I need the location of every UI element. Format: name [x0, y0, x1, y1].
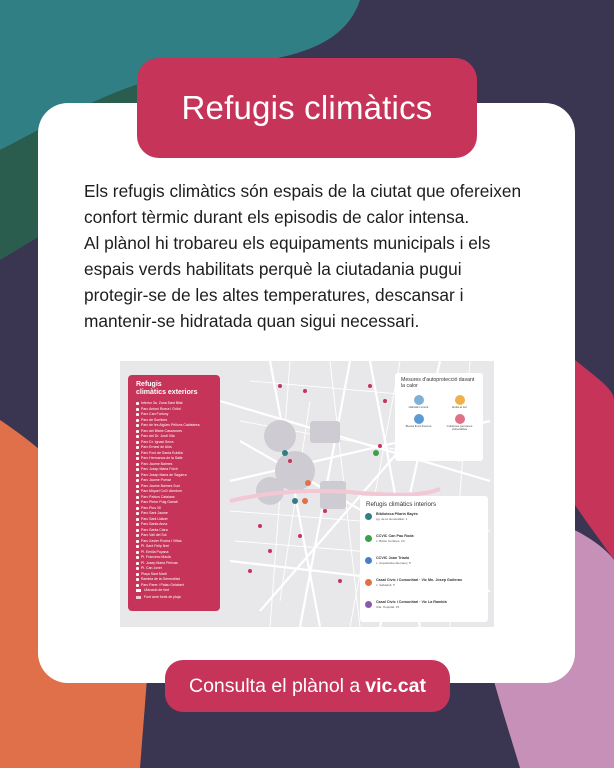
consult-map-banner[interactable]: [165, 660, 450, 712]
legend-item: Plaça Sant Martí: [136, 572, 220, 578]
legend-item: Parc Parer i Palau Gelabert: [136, 583, 220, 589]
legend-item: Parc Jaume Balmes: [136, 462, 220, 468]
legend-item: Pl. Emilia Puyana: [136, 550, 220, 556]
intro-line: confort tèrmic durant els episodis de calor intensa.: [84, 207, 470, 227]
title-banner: [137, 58, 477, 158]
refuge-marker-icon: [365, 601, 372, 608]
legend-subtitle: climàtics exteriors: [136, 389, 198, 396]
legend-item: Parc Santa Anna: [136, 522, 220, 528]
legend-item: Parc Pintor Puig Gairalt: [136, 500, 220, 506]
legend-item: Parc Dr. Ignasi Serra: [136, 440, 220, 446]
legend-item: Parc del Dr. Jordi Vila: [136, 434, 220, 440]
heat-measures-box: [395, 373, 483, 461]
house-icon: [414, 414, 424, 424]
cta-text: Consulta el plànol a: [188, 674, 361, 697]
legend-item: Parc Can Fortuny: [136, 412, 220, 418]
legend-item: Parc Jaume Balmes Sud: [136, 484, 220, 490]
interiors-title: Refugis climàtics interiors: [366, 501, 437, 508]
indoor-refuge-item: CCVIC Joan Triadú c. Arquebisbe Alemany, 5: [360, 555, 488, 577]
indoor-refuge-item: Casal Cívic i Comunitari · Vic Mn. Josep Guiteras c. Sabadell, 5: [360, 577, 488, 599]
measure-item: Cuida les persones vulnerables: [440, 412, 479, 432]
sun-icon: [455, 395, 465, 405]
refuge-marker-icon: [365, 513, 372, 520]
legend-item: Pl. Sant Felip Neri: [136, 544, 220, 550]
indoor-refuge-item: CCVIC Can Pau Roda c. Bisbe Cortines, 24: [360, 533, 488, 555]
indoor-refuge-item: Casal Cívic i Comunitari · Vic La Rambla rbla. Hospital, 15: [360, 599, 488, 621]
legend-item: Parc Pius XII: [136, 506, 220, 512]
refuge-marker-icon: [365, 579, 372, 586]
legend-item: Interior 3a. Zona Sant Bilal: [136, 401, 220, 407]
legend-item: Parc Sant Llàtzer: [136, 517, 220, 523]
outdoor-refuges-legend: [128, 375, 220, 611]
measures-title: Mesures d'autoprotecció davant la calor: [401, 377, 475, 389]
legend-item: Parc Xavier Rovira i Viñas: [136, 539, 220, 545]
measure-item: Hidrata't sovint: [399, 393, 438, 410]
indoor-refuge-item: Biblioteca Pilarín Bayés pg. de la Generalitat, 1: [360, 511, 488, 533]
legend-title: Refugis: [136, 381, 162, 388]
page-title: Refugis climàtics: [181, 89, 433, 126]
legend-item: Parc Sant Jaume: [136, 511, 220, 517]
legend-item: Pl. Francesc Macià: [136, 555, 220, 561]
legend-item: Parc Ernest de Alòs: [136, 445, 220, 451]
legend-item: Parc Josep Maria Folch: [136, 467, 220, 473]
legend-item: Parc del Bisbe Casanoves: [136, 429, 220, 435]
legend-item: Parc Hermanos de la Salle: [136, 456, 220, 462]
legend-foot-label: Font amb fonts de pluja: [144, 595, 181, 599]
legend-item: Parc Santa Clara: [136, 528, 220, 534]
intro-line: Al plànol hi trobareu els equipaments municipals i els: [84, 233, 491, 253]
legend-item: Parc Miquel Coll i Alentorn: [136, 489, 220, 495]
legend-item: Parc Jaume Pomar: [136, 478, 220, 484]
intro-line: protegir-se de les altes temperatures, descansar i: [84, 285, 464, 305]
legend-item: Pl. Can Jover: [136, 566, 220, 572]
legend-item: Parc Font de Santa Eulàlia: [136, 451, 220, 457]
legend-item: Parc Antoni Ruera i Grífol: [136, 407, 220, 413]
legend-item: Parc de les Aigües Pèllons Caldeàrea: [136, 423, 220, 429]
intro-line: Els refugis climàtics són espais de la ciutat que ofereixen: [84, 181, 522, 201]
refuge-marker-icon: [365, 535, 372, 542]
measure-item: Evita el sol: [440, 393, 479, 410]
legend-item: Parc Països Catalans: [136, 495, 220, 501]
legend-item: Parc Vall del Sol: [136, 533, 220, 539]
legend-foot-label: Ubicació de font: [144, 588, 170, 592]
vic-link[interactable]: vic.cat: [365, 674, 426, 697]
legend-item: Pl. Josep Maria Pericas: [136, 561, 220, 567]
intro-text: [84, 178, 554, 334]
legend-footer: [136, 587, 181, 601]
legend-item: Rambla de la Generalitat: [136, 577, 220, 583]
legend-list: [128, 401, 220, 588]
water-bottle-icon: [414, 395, 424, 405]
intro-line: mantenir-se hidratada quan sigui necessari.: [84, 311, 420, 331]
legend-item: Parc de Sorribes: [136, 418, 220, 424]
city-map[interactable]: [120, 361, 494, 627]
intro-line: espais verds habilitats perquè la ciutadania pugui: [84, 259, 462, 279]
refuge-marker-icon: [365, 557, 372, 564]
measure-item: Busca llocs frescos: [399, 412, 438, 432]
legend-item: Parc Josep Maria de Sagarra: [136, 473, 220, 479]
people-icon: [455, 414, 465, 424]
indoor-refuges-box: [360, 496, 488, 622]
